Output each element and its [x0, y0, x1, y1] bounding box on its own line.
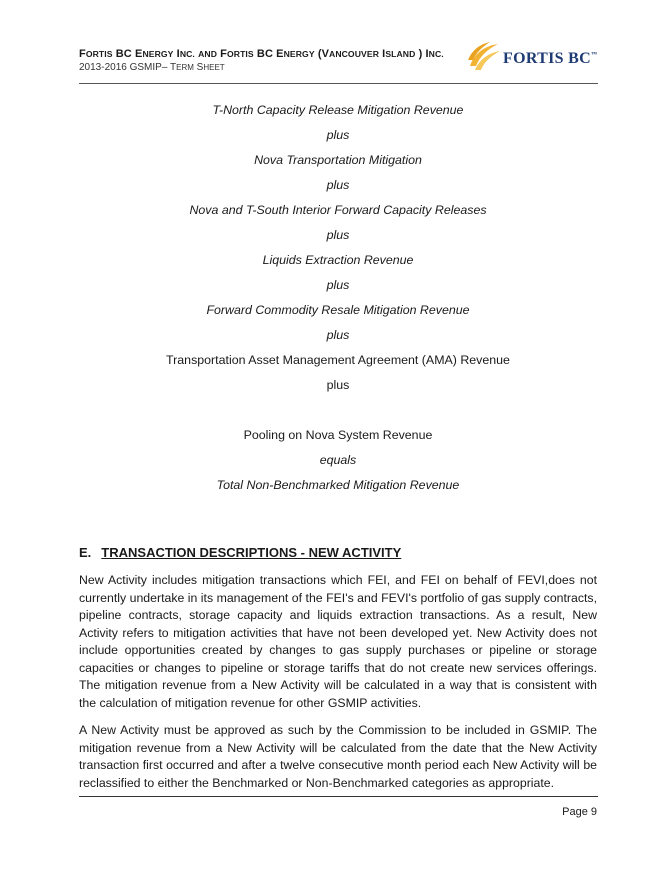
- company-word: FORTIS: [79, 48, 113, 60]
- formula-line: plus: [326, 178, 350, 192]
- section-number: E.: [79, 545, 92, 560]
- formula-line: Nova and T-South Interior Forward Capacity Releases: [189, 203, 487, 217]
- formula-line: plus: [326, 228, 350, 242]
- header-rule: [79, 83, 598, 84]
- company-word: ) INC.: [418, 48, 444, 60]
- company-word: ISLAND: [382, 48, 416, 60]
- fortisbc-logo: [466, 40, 601, 78]
- company-word: AND: [198, 49, 217, 59]
- company-word: BC ENERGY: [115, 48, 174, 60]
- logo-wordmark: FORTIS BC™: [503, 50, 598, 67]
- section-heading: [79, 545, 597, 560]
- formula-line: Total Non-Benchmarked Mitigation Revenue: [216, 478, 460, 492]
- spacer: [79, 402, 597, 427]
- formula-line: Transportation Asset Management Agreement (AMA) Revenue: [166, 353, 510, 367]
- paragraph: A New Activity must be approved as such by the Commission to be included in GSMIP. The mitigation revenue from a New Activity will be calculated from the date that the New Activity transaction first occurred and after a twelve consecutive month period each New Activity will be reclassified to either the Benchmarked or Non-Benchmarked categories as appropriate.: [79, 723, 597, 790]
- company-word: (VANCOUVER: [317, 48, 379, 60]
- formula-line: equals: [319, 453, 357, 467]
- revenue-formula: [79, 102, 597, 502]
- paragraph: New Activity includes mitigation transactions which FEI, and FEI on behalf of FEVI,does not currently undertake in its management of the FEI's and FEVI's portfolio of gas supply contracts, pipeline contracts, storage capacity and liquids extraction transactions. As a result, New Activity refers to mitigation activities that have not been developed yet. New Activity does not include opportunities created by changes to gas supply purchases or pipeline or storage capacities or changes to pipeline or storage tariffs that do not create new services offerings. The mitigation revenue from a New Activity will be calculated in a way that is consistent with the calculation of mitigation revenue for other GSMIP activities.: [79, 573, 597, 710]
- formula-line: Liquids Extraction Revenue: [262, 253, 414, 267]
- footer-rule: [79, 796, 598, 797]
- formula-line: plus: [326, 128, 350, 142]
- company-word: FORTIS: [220, 48, 254, 60]
- formula-line: T-North Capacity Release Mitigation Revenue: [212, 103, 464, 117]
- formula-line: plus: [326, 378, 350, 392]
- page-number: Page 9: [562, 806, 597, 818]
- formula-line: plus: [326, 278, 350, 292]
- section-new-activity: [79, 545, 597, 802]
- document-subtitle: 2013-2016 GSMIP– TERM SHEET: [79, 62, 225, 73]
- formula-line: Forward Commodity Resale Mitigation Revenue: [206, 303, 470, 317]
- formula-line: Pooling on Nova System Revenue: [243, 428, 433, 442]
- company-word: BC ENERGY: [256, 48, 315, 60]
- formula-line: Nova Transportation Mitigation: [254, 153, 422, 167]
- formula-line: plus: [326, 328, 350, 342]
- section-title: TRANSACTION DESCRIPTIONS - NEW ACTIVITY: [101, 545, 402, 560]
- company-word: INC.: [176, 48, 195, 60]
- flame-icon: [466, 40, 502, 74]
